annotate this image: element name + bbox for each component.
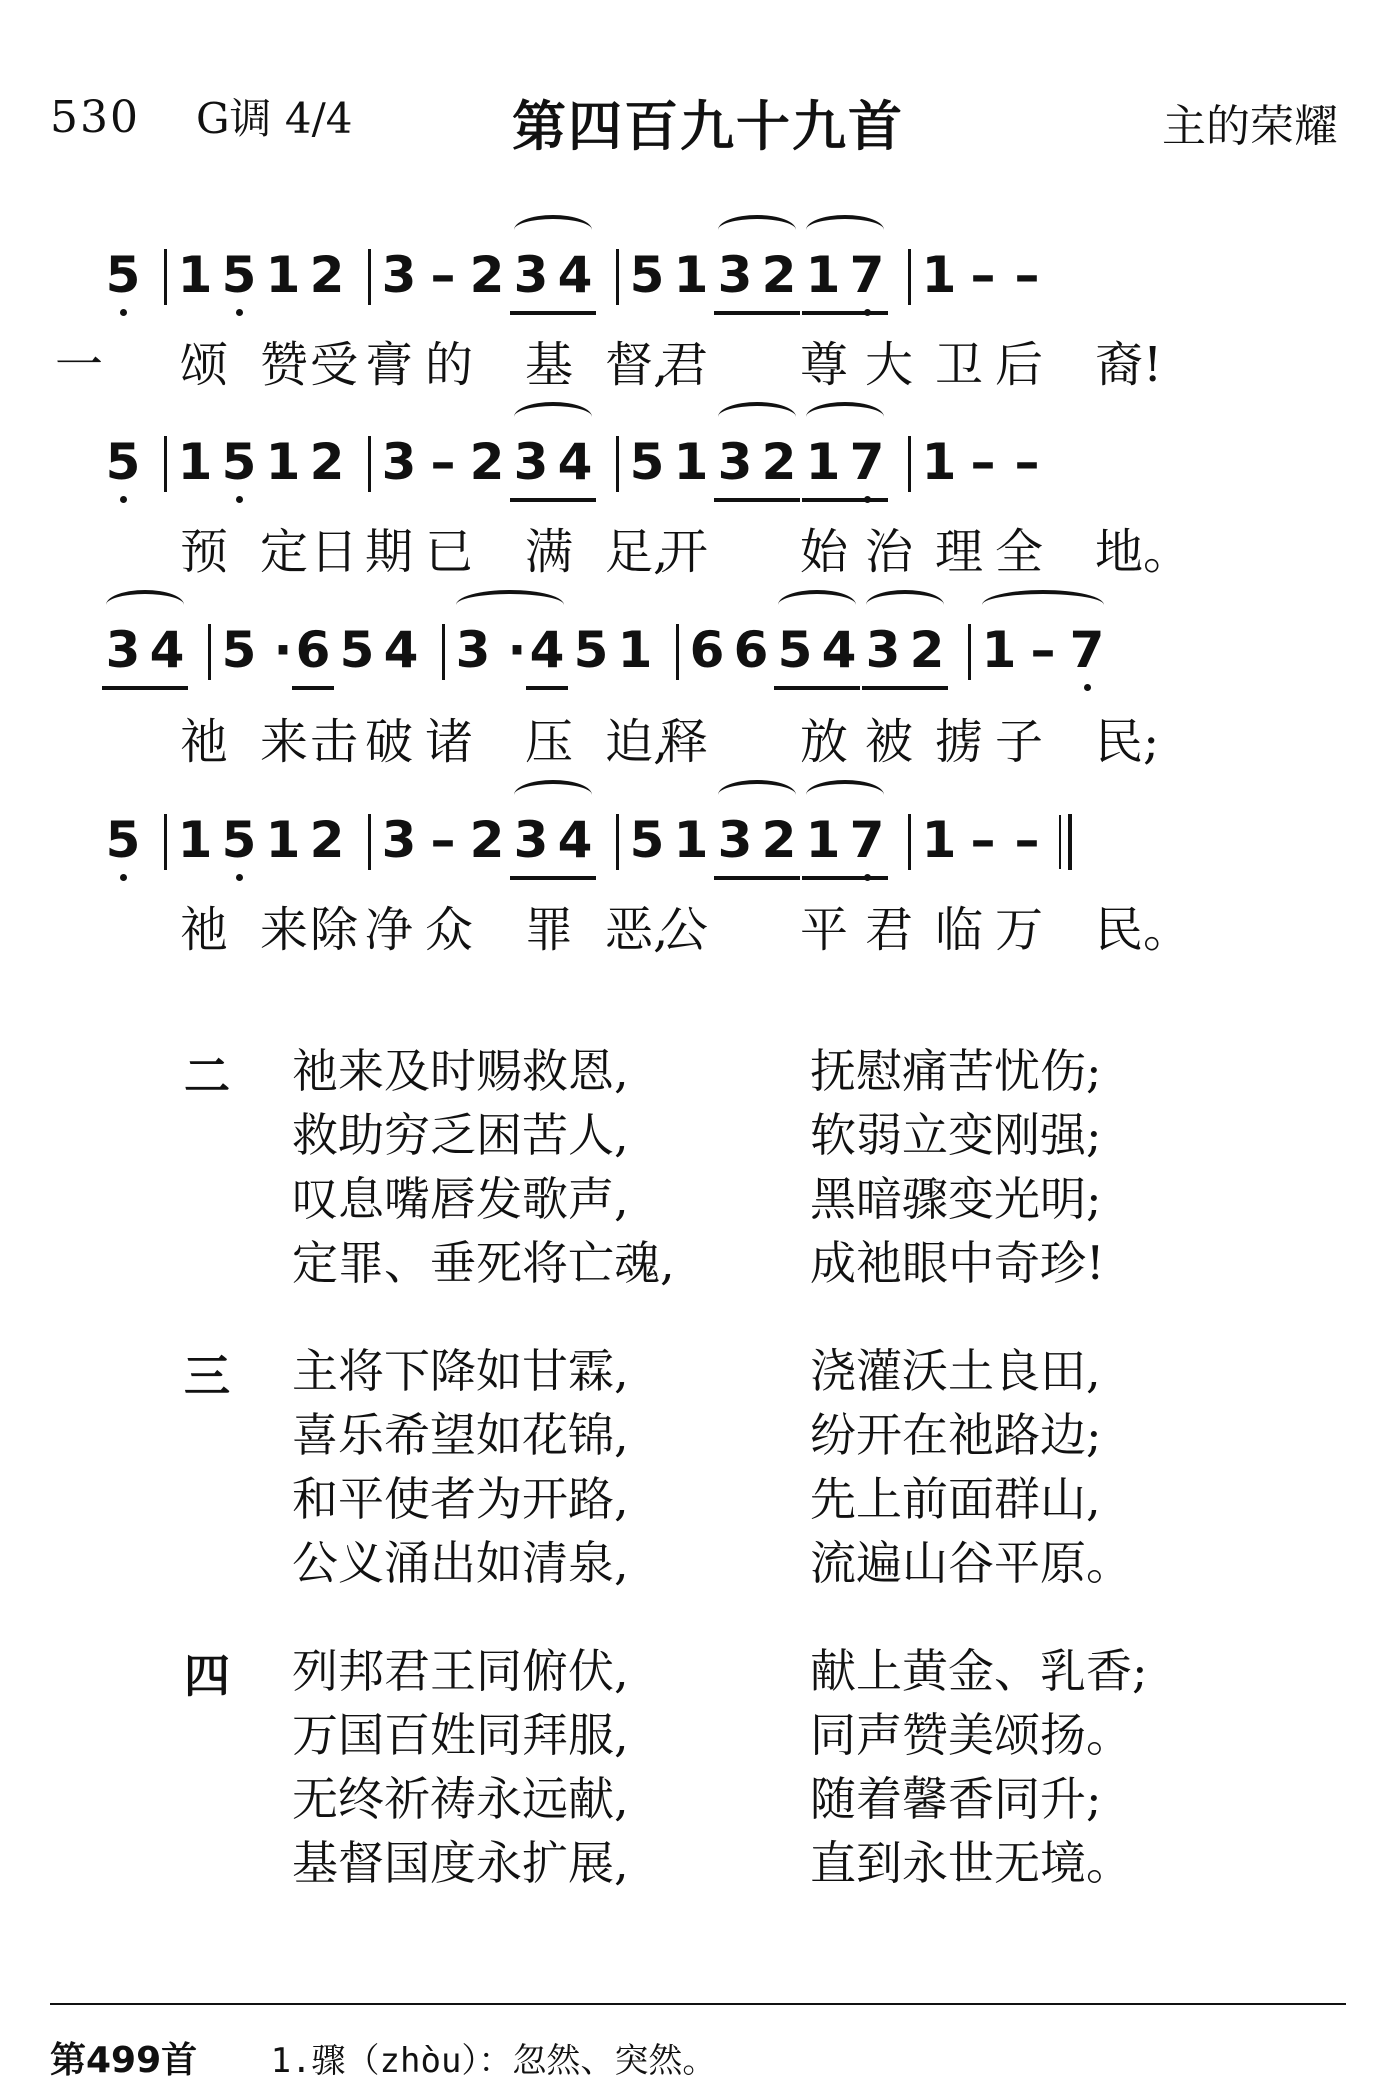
note: 5 [777,621,813,679]
score-line [0,432,1400,524]
note: 1 [673,246,709,304]
note: 2 [761,246,797,304]
note: 3 [717,811,753,869]
note: 3 [513,811,549,869]
underline-beam [102,686,188,690]
verse-line-right: 抚慰痛苦忧伤; [810,1044,1102,1098]
lyric-line [0,522,1400,582]
verse-line-left: 列邦君王同俯伏, [292,1644,629,1698]
note: 3 [513,433,549,491]
page-header [0,92,1400,162]
note: 1 [265,811,301,869]
note: 3 [455,621,491,679]
note: 4 [557,246,593,304]
lyric-syllable: 释 [660,714,709,770]
final-barline [1068,814,1072,870]
low-octave-dot [1084,684,1091,691]
note: 1 [805,811,841,869]
note: 5 [92,245,154,305]
verse-line-right: 纷开在祂路边; [810,1408,1102,1462]
lyric-syllable: 被 [865,714,914,770]
note: 5 [208,810,270,870]
footnote [50,2032,716,2083]
note: 5 [208,245,270,305]
note: 5 [629,246,665,304]
hymn-category: 主的荣耀 [1162,101,1338,152]
note: 2 [761,811,797,869]
note: 1 [265,246,301,304]
verse-line-left: 基督国度永扩展, [292,1836,629,1890]
underline-beam [802,311,888,315]
lyric-syllable: 裔! [1095,337,1163,393]
underline-beam [292,686,334,690]
lyric-syllable: 子 [995,714,1044,770]
low-octave-dot [120,874,127,881]
underline-beam [526,686,568,690]
extension-dash: – [1014,246,1040,304]
note: 2 [309,433,345,491]
lyric-syllable: 罪 [525,902,574,958]
footnote-text: 1.骤（zhòu）：忽然、突然。 [270,2041,717,2081]
lyric-syllable: 压 [525,714,574,770]
note: 4 [557,811,593,869]
note: 7 [836,245,898,305]
low-octave-dot [236,874,243,881]
lyric-syllable: 的 [425,337,474,393]
lyric-syllable: 祂 [180,902,229,958]
note: 3 [381,433,417,491]
verse-line-left: 喜乐希望如花锦, [292,1408,629,1462]
note: 7 [1056,620,1118,680]
verse-line-right: 随着馨香同升; [810,1772,1102,1826]
note: 3 [381,811,417,869]
underline-beam [510,498,596,502]
footnote-divider [50,2003,1346,2005]
lyric-syllable: 一 [55,337,104,393]
verse-line-left: 叹息嘴唇发歌声, [292,1172,629,1226]
lyric-syllable: 颂 [180,337,229,393]
note: 2 [469,811,505,869]
slur-arc [106,590,184,620]
lyric-syllable: 众 [425,902,474,958]
lyric-syllable: 君 [865,902,914,958]
note: 2 [909,621,945,679]
lyric-syllable: 恶, [605,902,669,958]
underline-beam [510,876,596,880]
underline-beam [802,876,888,880]
note: 3 [865,621,901,679]
lyric-syllable: 赞 [260,337,309,393]
underline-beam [510,311,596,315]
augmentation-dot: · [273,621,293,679]
note: 5 [208,432,270,492]
note: 6 [295,621,331,679]
lyric-syllable: 理 [935,524,984,580]
note: 1 [617,621,653,679]
extension-dash: – [1014,433,1040,491]
extension-dash: – [1014,811,1040,869]
verse-number: 二 [184,1049,230,1103]
low-octave-dot [120,309,127,316]
note: 1 [921,811,957,869]
extension-dash: – [430,433,456,491]
score-line [0,620,1400,712]
footnote-hymn-id: 第499首 [50,2040,198,2081]
lyric-syllable: 大 [865,337,914,393]
lyric-syllable: 诸 [425,714,474,770]
note: 2 [761,433,797,491]
note: 2 [469,433,505,491]
slur-arc [778,590,856,620]
note: 1 [921,246,957,304]
note: 2 [309,811,345,869]
underline-beam [714,311,800,315]
underline-beam [774,686,860,690]
extension-dash: – [970,811,996,869]
note: 3 [717,433,753,491]
slur-arc [718,402,796,432]
note: 1 [805,433,841,491]
note: 5 [92,432,154,492]
underline-beam [862,686,948,690]
note: 1 [177,811,213,869]
lyric-line [0,900,1400,960]
note: 3 [513,246,549,304]
lyric-syllable: 祂 [180,714,229,770]
slur-arc [718,780,796,810]
lyric-syllable: 开 [660,524,709,580]
note: 3 [381,246,417,304]
note: 6 [689,621,725,679]
verse-line-left: 主将下降如甘霖, [292,1344,629,1398]
extension-dash: – [430,811,456,869]
lyric-syllable: 治 [865,524,914,580]
note: 6 [733,621,769,679]
extension-dash: – [430,246,456,304]
slur-arc [514,215,592,245]
underline-beam [802,498,888,502]
lyric-syllable: 君 [660,337,709,393]
lyric-syllable: 来 [260,902,309,958]
slur-arc [514,780,592,810]
lyric-syllable: 掳 [935,714,984,770]
note: 4 [557,433,593,491]
lyric-syllable: 足, [605,524,669,580]
note: 1 [177,246,213,304]
note: 2 [309,246,345,304]
key-signature: G调 4/4 [196,94,353,143]
note: 1 [177,433,213,491]
lyric-syllable: 膏 [365,337,414,393]
lyric-line [0,335,1400,395]
low-octave-dot [236,309,243,316]
lyric-syllable: 迫, [605,714,669,770]
verse-line-right: 献上黄金、乳香; [810,1644,1148,1698]
hymn-title: 第四百九十九首 [512,95,904,158]
verse-line-right: 直到永世无境。 [810,1836,1132,1890]
verse-line-left: 和平使者为开路, [292,1472,629,1526]
lyric-syllable: 放 [800,714,849,770]
lyric-syllable: 全 [995,524,1044,580]
underline-beam [714,498,800,502]
verse-line-left: 公义涌出如清泉, [292,1536,629,1590]
lyric-syllable: 临 [935,902,984,958]
lyric-syllable: 定 [260,524,309,580]
lyric-syllable: 来 [260,714,309,770]
note: 5 [573,621,609,679]
lyric-syllable: 平 [800,902,849,958]
slur-arc [806,402,884,432]
lyric-syllable: 受 [310,337,359,393]
augmentation-dot: · [507,621,527,679]
slur-arc [982,590,1104,620]
slur-arc [514,402,592,432]
slur-arc [456,590,564,620]
verse-number: 四 [184,1649,230,1703]
slur-arc [806,780,884,810]
verse-line-right: 浇灌沃土良田, [810,1344,1101,1398]
note: 4 [383,621,419,679]
lyric-syllable: 基 [525,337,574,393]
lyric-line [0,712,1400,772]
verse-line-right: 流遍山谷平原。 [810,1536,1132,1590]
score-line [0,810,1400,902]
note: 2 [469,246,505,304]
slur-arc [806,215,884,245]
verse-line-left: 救助穷乏困苦人, [292,1108,629,1162]
lyric-syllable: 地。 [1095,524,1192,580]
lyric-syllable: 击 [310,714,359,770]
underline-beam [714,876,800,880]
note: 7 [836,432,898,492]
lyric-syllable: 尊 [800,337,849,393]
extension-dash: – [970,433,996,491]
verse-line-left: 万国百姓同拜服, [292,1708,629,1762]
page-number: 530 [50,92,140,143]
lyric-syllable: 卫 [935,337,984,393]
note: 1 [673,433,709,491]
low-octave-dot [236,496,243,503]
verse-line-right: 软弱立变刚强; [810,1108,1102,1162]
verse-line-right: 成祂眼中奇珍! [810,1236,1105,1290]
slur-arc [718,215,796,245]
lyric-syllable: 净 [365,902,414,958]
verse-line-left: 定罪、垂死将亡魂, [292,1236,675,1290]
note: 1 [981,621,1017,679]
lyric-syllable: 除 [310,902,359,958]
lyric-syllable: 始 [800,524,849,580]
note: 5 [339,621,375,679]
note: 4 [529,621,565,679]
lyric-syllable: 万 [995,902,1044,958]
note: 5 [221,621,257,679]
lyric-syllable: 预 [180,524,229,580]
verse-line-right: 同声赞美颂扬。 [810,1708,1132,1762]
note: 5 [92,810,154,870]
verse-number: 三 [184,1349,230,1403]
verse-line-right: 黑暗骤变光明; [810,1172,1102,1226]
note: 4 [821,621,857,679]
note: 1 [921,433,957,491]
lyric-syllable: 民。 [1095,902,1192,958]
note: 4 [149,621,185,679]
note: 1 [805,246,841,304]
verse-line-right: 先上前面群山, [810,1472,1101,1526]
verse-line-left: 祂来及时赐救恩, [292,1044,629,1098]
lyric-syllable: 已 [425,524,474,580]
low-octave-dot [120,496,127,503]
verse-line-left: 无终祈祷永远献, [292,1772,629,1826]
lyric-syllable: 破 [365,714,414,770]
note: 3 [717,246,753,304]
lyric-syllable: 满 [525,524,574,580]
note: 1 [265,433,301,491]
note: 5 [629,433,665,491]
lyric-syllable: 民; [1095,714,1160,770]
note: 7 [836,810,898,870]
lyric-syllable: 后 [995,337,1044,393]
score-line [0,245,1400,337]
note: 1 [673,811,709,869]
lyric-syllable: 督, [605,337,669,393]
lyric-syllable: 期 [365,524,414,580]
note: 5 [629,811,665,869]
lyric-syllable: 公 [660,902,709,958]
extension-dash: – [970,246,996,304]
extension-dash: – [1030,621,1056,679]
slur-arc [866,590,944,620]
note: 3 [105,621,141,679]
lyric-syllable: 日 [310,524,359,580]
